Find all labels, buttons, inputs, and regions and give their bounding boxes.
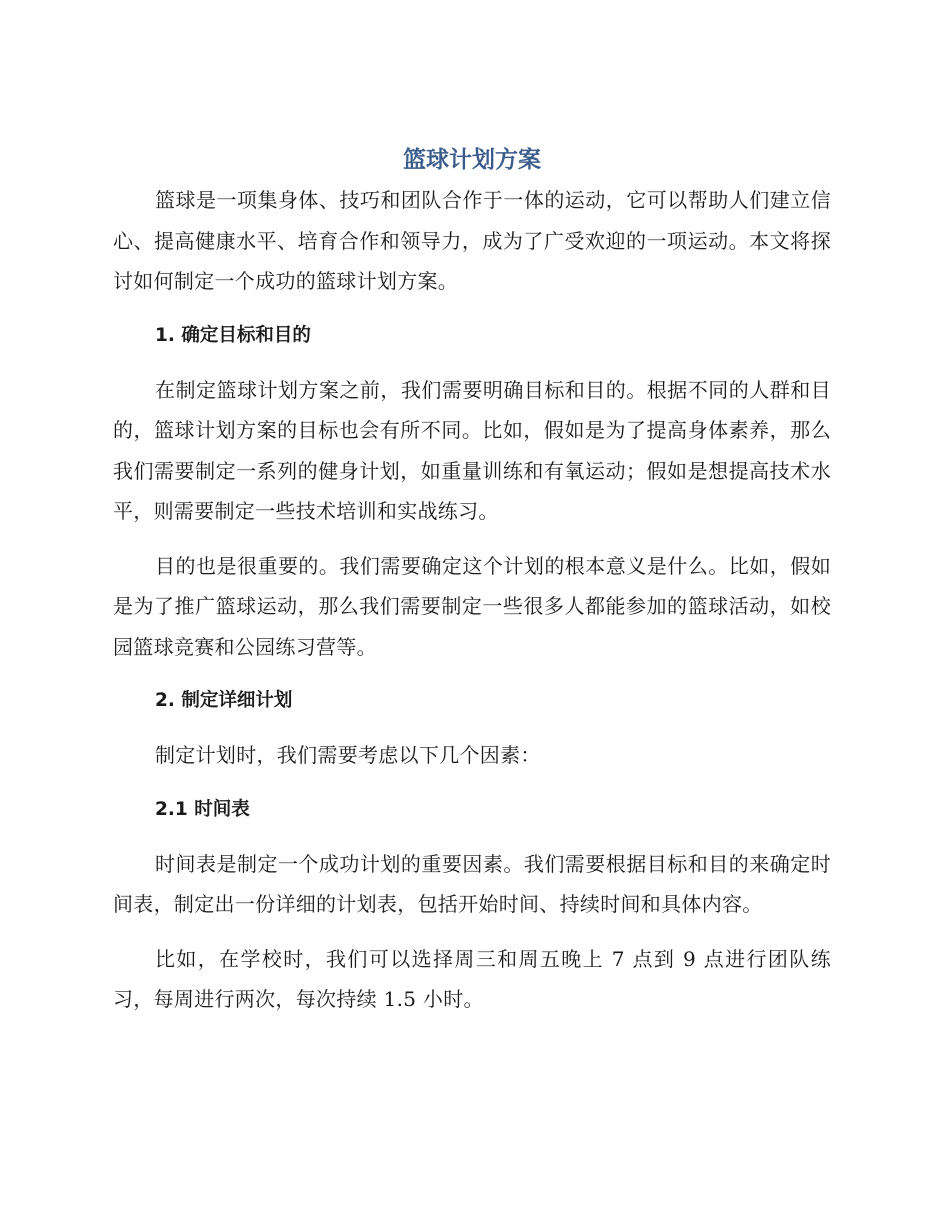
spacer [113, 830, 831, 844]
spacer [113, 532, 831, 546]
document-title: 篮球计划方案 [403, 147, 541, 173]
spacer [113, 721, 831, 735]
spacer [113, 776, 831, 790]
section-2-1-paragraph-1: 时间表是制定一个成功计划的重要因素。我们需要根据目标和目的来确定时间表，制定出一份详细的计划表，包括开始时间、持续时间和具体内容。 [113, 851, 831, 916]
section-2-1-heading: 2.1 时间表 [155, 798, 250, 820]
spacer [113, 667, 831, 681]
spacer [113, 356, 831, 370]
section-2-heading: 2. 制定详细计划 [155, 690, 293, 711]
intro-paragraph: 篮球是一项集身体、技巧和团队合作于一体的运动，它可以帮助人们建立信心、提高健康水平、培育合作和领导力，成为了广受欢迎的一项运动。本文将探讨如何制定一个成功的篮球计划方案。 [113, 188, 831, 293]
section-2-paragraph-1: 制定计划时，我们需要考虑以下几个因素： [155, 743, 541, 767]
document-page [113, 140, 831, 1020]
section-1-heading: 1. 确定目标和目的 [155, 324, 311, 346]
spacer [113, 302, 831, 316]
spacer [113, 925, 831, 939]
section-1-paragraph-2: 目的也是很重要的。我们需要确定这个计划的根本意义是什么。比如，假如是为了推广篮球运动，那么我们需要制定一些很多人都能参加的篮球活动，如校园篮球竞赛和公园练习营等。 [113, 553, 831, 659]
section-2-1-paragraph-2: 比如，在学校时，我们可以选择周三和周五晚上 7 点到 9 点进行团队练习，每周进行两次，每次持续 1.5 小时。 [113, 946, 831, 1011]
section-1-paragraph-1: 在制定篮球计划方案之前，我们需要明确目标和目的。根据不同的人群和目的，篮球计划方案的目标也会有所不同。比如，假如是为了提高身体素养，那么我们需要制定一系列的健身计划，如重量训练和有氧运动；假如是想提高技术水平，则需要制定一些技术培训和实战练习。 [113, 377, 831, 523]
